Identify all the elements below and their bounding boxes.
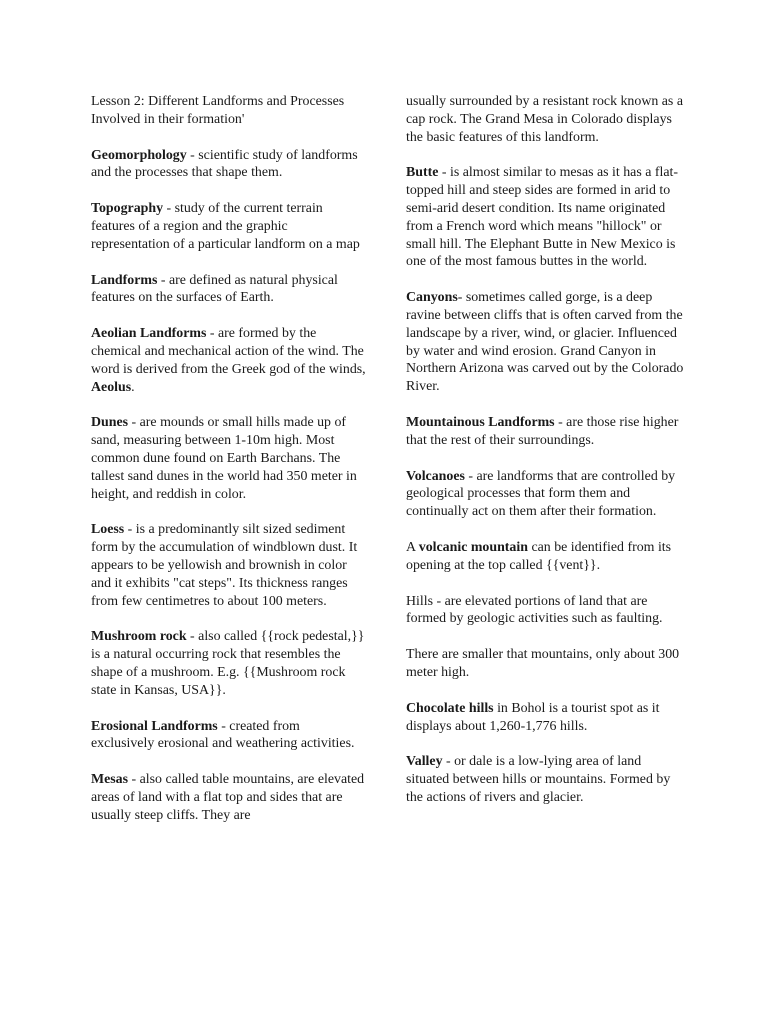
definition: - also called table mountains, are elevated areas of land with a flat top and sides that are usually steep cliffs. They are (91, 772, 365, 823)
term: volcanic mountain (418, 539, 528, 555)
paragraph-canyons (406, 289, 686, 396)
term: Mesas (91, 772, 129, 788)
term: Chocolate hills (406, 700, 494, 716)
definition: can be identified from its opening at the top called {{vent}}. (406, 539, 672, 573)
paragraph-mesas-continued (406, 93, 686, 146)
definition: - are defined as natural physical features on the surfaces of Earth. (91, 272, 338, 306)
left-column (91, 93, 366, 843)
term: Aeolian Landforms (91, 326, 207, 342)
right-column (406, 93, 686, 825)
term: Dunes (91, 415, 129, 431)
definition: Hills - are elevated portions of land that are formed by geologic activities such as faulting. (406, 593, 663, 627)
paragraph-landforms (91, 272, 366, 308)
paragraph-erosional-landforms (91, 718, 366, 754)
term-aeolus: Aeolus (91, 379, 132, 395)
paragraph-butte (406, 164, 686, 271)
paragraph-chocolate-hills (406, 700, 686, 736)
definition: - sometimes called gorge, is a deep ravine between cliffs that is often carved from the landscape by a river, wind, or glacier. Influenced by water and wind erosion. Grand Canyon in Northern Arizona was carved out by the Colorado River. (406, 290, 684, 395)
definition: There are smaller that mountains, only about 300 meter high. (406, 647, 680, 680)
paragraph-topography (91, 200, 366, 253)
definition: - created from exclusively erosional and weathering activities. (91, 718, 355, 752)
term: Valley (406, 754, 443, 770)
term: Volcanoes (406, 468, 465, 484)
definition-end: . (131, 379, 135, 395)
lesson-title: Lesson 2: Different Landforms and Processes Involved in their formation' (91, 94, 345, 127)
definition: - are landforms that are controlled by geological processes that form them and continually act on them after their formation. (406, 468, 676, 520)
definition: in Bohol is a tourist spot as it displays about 1,260-1,776 hills. (406, 700, 660, 734)
paragraph-loess (91, 521, 366, 610)
definition: - also called {{rock pedestal,}} is a natural occurring rock that resembles the shape of a mushroom. E.g. {{Mushroom rock state in Kansas, USA}}. (91, 629, 365, 698)
definition: - is almost similar to mesas as it has a flat-topped hill and steep sides are formed in arid to semi-arid desert condition. Its name originated from a French word which means "hillock" or small hill. The Elephant Butte in New Mexico is one of the most famous buttes in the world. (406, 165, 678, 270)
term: Butte (406, 165, 439, 181)
lead: A (406, 539, 419, 555)
paragraph-geomorphology (91, 147, 366, 183)
paragraph-volcanoes (406, 468, 686, 521)
definition: - are those rise higher that the rest of their surroundings. (406, 414, 679, 448)
paragraph-mesas (91, 771, 366, 824)
term: Topography (91, 201, 164, 217)
term: Geomorphology (91, 147, 187, 163)
definition: - scientific study of landforms and the processes that shape them. (91, 147, 358, 181)
paragraph-valley (406, 753, 686, 806)
definition: usually surrounded by a resistant rock known as a cap rock. The Grand Mesa in Colorado displays the basic features of this landform. (406, 94, 683, 145)
definition: - study of the current terrain features of a region and the graphic representation of a particular landform on a map (91, 201, 360, 252)
definition: - is a predominantly silt sized sediment form by the accumulation of windblown dust. It appears to be yellowish and brownish in color and it exhibits "cat steps". Its thickness ranges from few centimetres to about 100 meters. (91, 522, 358, 609)
term: Erosional Landforms (91, 718, 218, 734)
term: Mountainous Landforms (406, 414, 555, 430)
term: Loess (91, 522, 125, 538)
paragraph-dunes (91, 414, 366, 503)
term: Landforms (91, 272, 158, 288)
paragraph-mushroom-rock (91, 628, 366, 699)
paragraph-mountainous-landforms (406, 414, 686, 450)
paragraph-volcanic-mountain (406, 539, 686, 575)
paragraph-hills (406, 593, 686, 629)
definition: - or dale is a low-lying area of land situated between hills or mountains. Formed by the actions of rivers and glacier. (406, 754, 671, 805)
paragraph-hills-height (406, 646, 686, 682)
term: Canyons (406, 290, 458, 306)
term: Mushroom rock (91, 629, 187, 645)
definition: - are mounds or small hills made up of sand, measuring between 1-10m high. Most common dune found on Earth Barchans. The tallest sand dunes in the world had 350 meter in height, and reddish in color. (91, 415, 357, 502)
paragraph-aeolian-landforms (91, 325, 366, 396)
definition: - are formed by the chemical and mechanical action of the wind. The word is derived from the Greek god of the winds, (91, 326, 366, 377)
